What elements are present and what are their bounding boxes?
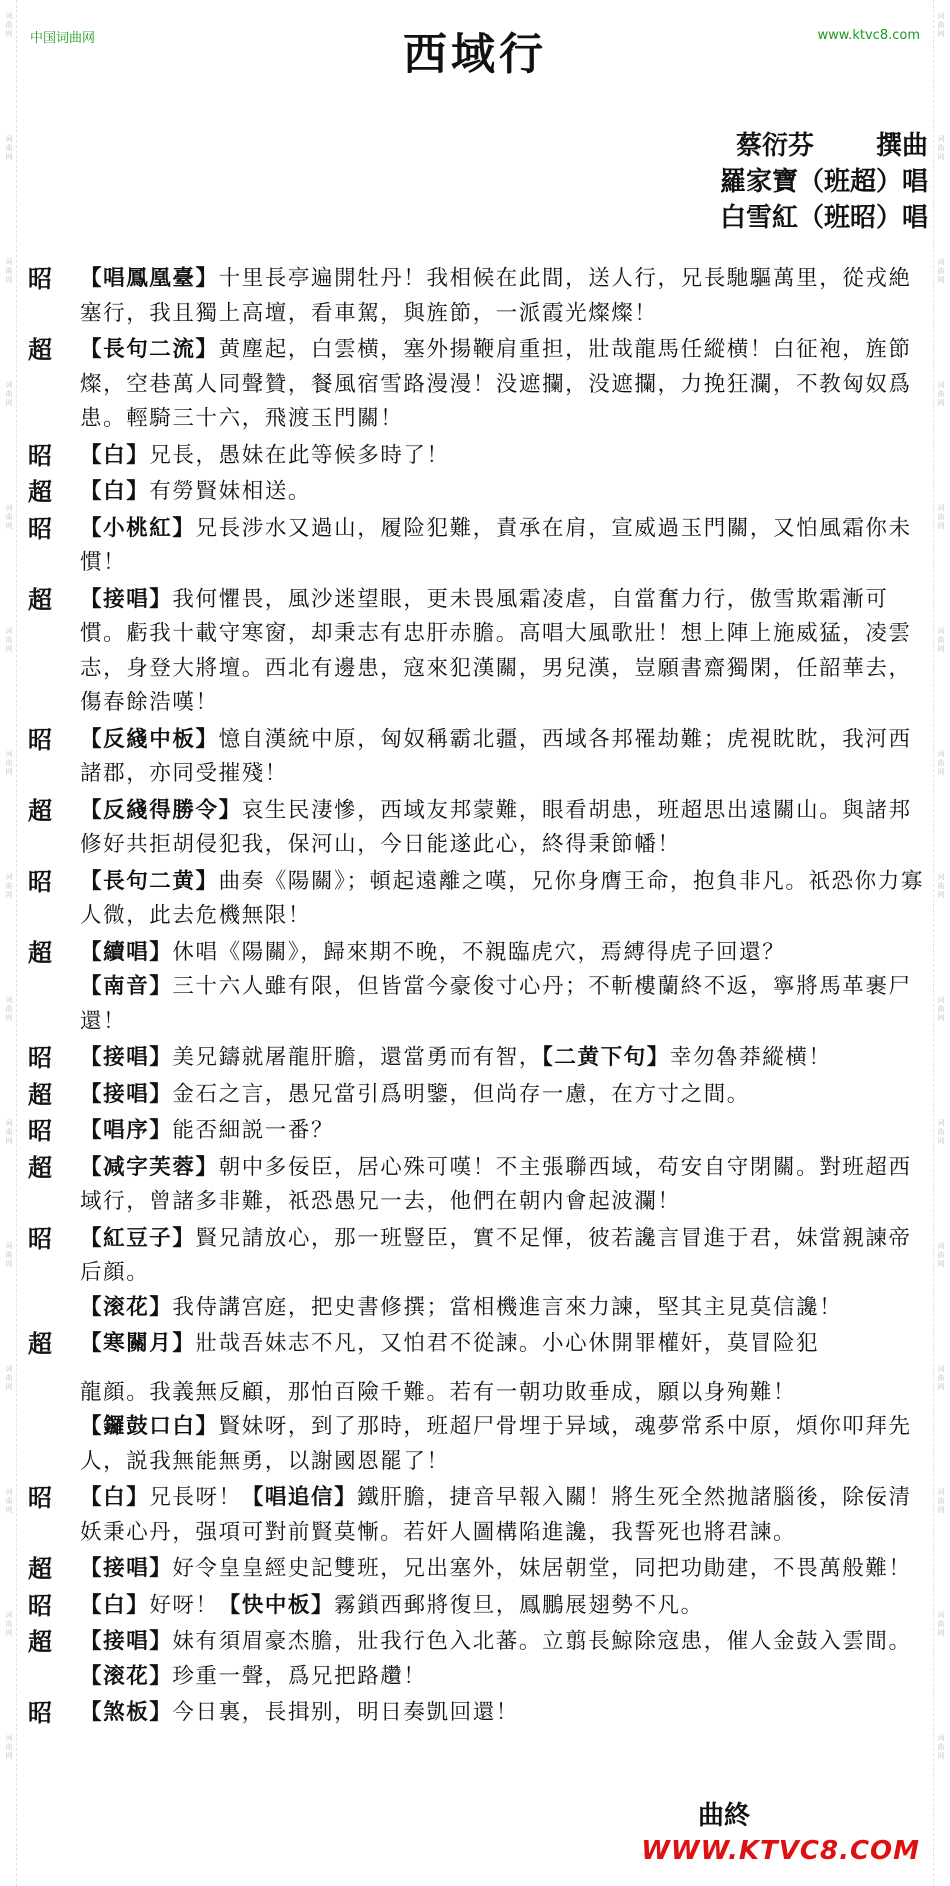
singer-credit-1 bbox=[720, 164, 928, 200]
speaker-label: 超 bbox=[28, 1079, 52, 1109]
side-watermark-text: 词曲网 bbox=[5, 1365, 13, 1391]
lyric-words: 賢妹呀，到了那時，班超尸骨埋于异域，魂夢常系中原，煩你叩拜先人，説我無能無勇，以謝國恩罷了！ bbox=[80, 1414, 912, 1474]
lyric-entry bbox=[28, 1481, 928, 1550]
tune-tag: 【滚花】 bbox=[80, 1294, 173, 1320]
tune-tag: 【鑼鼓口白】 bbox=[80, 1414, 219, 1439]
site-name-left: 中国词曲网 bbox=[30, 31, 96, 46]
speaker-label: 昭 bbox=[28, 1043, 52, 1072]
lyric-words: 兄長涉水又過山，履险犯難，責承在肩，宣威過玉門關，又怕風霜你未慣！ bbox=[80, 515, 912, 575]
lyric-entry bbox=[28, 1625, 928, 1694]
lyric-words: 鐵肝膽，捷音早報入關！將生死全然拋諸腦後，除佞清妖秉心丹，强項可對前賢莫慚。若奸人圖構陷進讒，我誓死也將君諫。 bbox=[80, 1485, 912, 1545]
tune-tag: 【反綫得勝令】 bbox=[80, 797, 242, 823]
tune-tag: 【二黄下句】 bbox=[542, 1045, 670, 1070]
lyric-words: 兄長呀！ bbox=[149, 1485, 242, 1510]
singer-credit-2 bbox=[720, 200, 928, 236]
lyric-entry bbox=[28, 512, 928, 581]
page-title: 西域行 bbox=[403, 29, 547, 80]
speaker-label: 昭 bbox=[28, 724, 52, 754]
side-watermark-text: 词曲网 bbox=[5, 1734, 13, 1760]
lyric-words: 我何懼畏，風沙迷望眼，更未畏風霜凌虐，自當奮力行，傲雪欺霜漸可慣。虧我十載守寒窗，却秉志有忠肝赤膽。高唱大風歌壯！想上陣上施威猛，凌雲志，身登大將壇。西北有邊患，寇來犯漢關，男兒漢，豈願書齋獨閑，任韶華去，傷春餘浩嘆！ bbox=[80, 586, 912, 715]
speaker-label: 昭 bbox=[28, 1116, 52, 1145]
lyric-text bbox=[80, 794, 928, 863]
lyric-words: 休唱《陽關》，歸來期不晚，不親臨虎穴，焉縛得虎子回還？ bbox=[172, 939, 786, 965]
side-watermark-text: 词曲网 bbox=[5, 873, 13, 899]
lyric-entry bbox=[28, 723, 928, 792]
tune-tag: 【白】 bbox=[80, 442, 150, 468]
speaker-label: 超 bbox=[28, 477, 52, 506]
side-watermark-text: 词曲网 bbox=[937, 1611, 945, 1637]
tune-tag: 【唱鳳凰臺】 bbox=[80, 266, 219, 291]
lyric-entry bbox=[28, 1696, 928, 1731]
speaker-label: 超 bbox=[28, 937, 52, 967]
lyric-words: 黄塵起，白雲横，塞外揚鞭肩重担，壯哉龍馬任縱横！白征袍，旌節燦，空巷萬人同聲贊，餐風宿雪路漫漫！没遮攔，没遮攔，力挽狂瀾，不教匈奴爲患。輕騎三十六，飛渡玉門關！ bbox=[80, 337, 912, 431]
speaker-label: 昭 bbox=[28, 513, 52, 543]
speaker-label: 超 bbox=[28, 1329, 52, 1358]
lyric-words: 曲奏《陽關》；頓起遠離之嘆，兄你身膺王命，抱負非凡。祇恐你力寡人微，此去危機無限！ bbox=[80, 868, 924, 928]
side-watermark-text: 词曲网 bbox=[5, 12, 13, 38]
tune-tag: 【紅豆子】 bbox=[80, 1225, 196, 1251]
lyric-text bbox=[80, 865, 928, 934]
side-watermark-text: 词曲网 bbox=[937, 135, 945, 161]
side-watermark-text: 词曲网 bbox=[937, 12, 945, 38]
lyric-words: 有勞賢妹相送。 bbox=[149, 479, 312, 504]
lyric-entry bbox=[28, 583, 928, 721]
lyric-words: 賢兄請放心，那一班豎臣，實不足惲，彼若讒言冒進于君，妹當親諫帝后顔。 bbox=[80, 1225, 912, 1285]
lyric-entry bbox=[28, 1041, 928, 1076]
side-watermark-text: 词曲网 bbox=[5, 381, 13, 407]
lyric-words: 珍重一聲，爲兄把路趲！ bbox=[172, 1663, 427, 1689]
side-watermark-text: 词曲网 bbox=[5, 1488, 13, 1514]
speaker-label: 昭 bbox=[28, 1223, 52, 1253]
credits-block bbox=[720, 128, 928, 236]
speaker-label: 超 bbox=[28, 335, 52, 364]
speaker-label: 超 bbox=[28, 1627, 52, 1656]
side-watermark-text: 词曲网 bbox=[5, 258, 13, 284]
tune-tag: 【接唱】 bbox=[80, 586, 173, 612]
tune-tag: 【長句二黄】 bbox=[80, 868, 219, 894]
lyric-text bbox=[80, 1481, 928, 1550]
lyric-text bbox=[80, 1327, 928, 1479]
speaker-label: 昭 bbox=[28, 1698, 52, 1727]
lyric-words: 壯哉吾妹志不凡，又怕君不從諫。小心休開罪權奸，莫冒险犯 bbox=[195, 1331, 820, 1356]
site-url-right: www.ktvc8.com bbox=[817, 28, 920, 43]
lyric-text bbox=[80, 512, 928, 581]
lyric-words: 霧鎖西郵將復旦，鳳鵬展翅勢不凡。 bbox=[334, 1592, 704, 1618]
singer-1: 羅家寶（班超）唱 bbox=[719, 167, 928, 197]
lyric-text bbox=[80, 1696, 928, 1731]
singer-2: 白雪紅（班昭）唱 bbox=[719, 203, 928, 233]
composer-credit bbox=[720, 128, 928, 164]
lyric-text bbox=[80, 583, 928, 721]
lyric-text bbox=[80, 723, 928, 792]
tune-tag: 【唱追信】 bbox=[241, 1485, 358, 1510]
side-watermark-text: 词曲网 bbox=[5, 1119, 13, 1145]
lyric-text bbox=[80, 1625, 928, 1694]
lyric-text bbox=[80, 475, 928, 510]
side-watermark-text: 词曲网 bbox=[937, 1734, 945, 1760]
lyric-words: 龍顔。我義無反顧，那怕百險千難。若有一朝功敗垂成，願以身殉難！ bbox=[80, 1379, 797, 1405]
lyric-text bbox=[80, 936, 928, 1040]
lyric-words: 兄長，愚妹在此等候多時了！ bbox=[149, 442, 450, 468]
tune-tag: 【快中板】 bbox=[218, 1592, 335, 1618]
lyric-text bbox=[80, 333, 928, 437]
speaker-label: 昭 bbox=[28, 866, 52, 896]
lyric-words: 妹有須眉豪杰膽，壯我行色入北蕃。立翦長鯨除寇患，催人金鼓入雲間。 bbox=[172, 1629, 912, 1654]
side-watermark-text: 词曲网 bbox=[937, 873, 945, 899]
tune-tag: 【續唱】 bbox=[80, 939, 173, 965]
lyric-entry bbox=[28, 1222, 928, 1326]
lyric-words: 我侍講宫庭，把史書修撰；當相機進言來力諫，堅其主見莫信讒！ bbox=[172, 1294, 843, 1320]
lyric-entry bbox=[28, 1589, 928, 1624]
side-watermark-text: 词曲网 bbox=[5, 996, 13, 1022]
lyric-entry bbox=[28, 1552, 928, 1587]
lyric-text bbox=[80, 1041, 928, 1076]
lyric-words: 好令皇皇經史記雙班，兄出塞外，妹居朝堂，同把功勛建，不畏萬般難！ bbox=[172, 1556, 912, 1581]
composer-name: 蔡衍芬 bbox=[735, 131, 814, 161]
lyric-words: 幸勿魯莽縱横！ bbox=[669, 1045, 832, 1070]
lyric-words: 好呀！ bbox=[149, 1592, 219, 1618]
lyric-entry bbox=[28, 1114, 928, 1149]
lyric-text bbox=[80, 1552, 928, 1587]
speaker-label: 超 bbox=[28, 795, 52, 825]
side-watermark-text: 词曲网 bbox=[937, 996, 945, 1022]
side-watermark-text: 词曲网 bbox=[937, 1242, 945, 1268]
side-watermark-text: 词曲网 bbox=[937, 258, 945, 284]
side-watermark-text: 词曲网 bbox=[5, 627, 13, 653]
lyric-words: 今日裏，長揖别，明日奏凱回還！ bbox=[172, 1700, 519, 1725]
side-watermark-text: 词曲网 bbox=[5, 750, 13, 776]
lyric-words: 能否細説一番？ bbox=[172, 1118, 335, 1143]
tune-tag: 【煞板】 bbox=[80, 1700, 173, 1725]
tune-tag: 【滚花】 bbox=[80, 1663, 173, 1689]
side-watermark-text: 词曲网 bbox=[5, 135, 13, 161]
tune-tag: 【接唱】 bbox=[80, 1556, 173, 1581]
speaker-label: 超 bbox=[28, 1554, 52, 1583]
side-watermark-text: 词曲网 bbox=[5, 1611, 13, 1637]
tune-tag: 【小桃紅】 bbox=[80, 515, 196, 541]
end-mark: 曲終 bbox=[698, 1801, 751, 1831]
side-watermark-text: 词曲网 bbox=[937, 750, 945, 776]
side-watermark-text: 词曲网 bbox=[5, 504, 13, 530]
speaker-label: 昭 bbox=[28, 440, 52, 470]
tune-tag: 【接唱】 bbox=[80, 1081, 173, 1107]
lyric-entry bbox=[28, 936, 928, 1040]
speaker-label: 超 bbox=[28, 1152, 52, 1182]
lyric-entry bbox=[28, 262, 928, 331]
side-watermark-text: 词曲网 bbox=[937, 1119, 945, 1145]
tune-tag: 【唱序】 bbox=[80, 1118, 173, 1143]
lyric-entry bbox=[28, 794, 928, 863]
watermark-url: WWW.KTVC8.COM bbox=[641, 1836, 920, 1866]
lyric-words: 哀生民淒慘，西域友邦蒙難，眼看胡患，班超思出遠關山。與諸邦修好共拒胡侵犯我，保河山，今日能遂此心，終得秉節幡！ bbox=[80, 797, 912, 857]
lyric-words: 憶自漢統中原，匈奴稱霸北疆，西域各邦罹劫難；虎視眈眈，我河西諸郡，亦同受摧殘！ bbox=[80, 726, 912, 786]
tune-tag: 【寒關月】 bbox=[80, 1331, 196, 1356]
lyric-words: 美兄鑄就屠龍肝膽，還當勇而有智， bbox=[172, 1045, 543, 1070]
left-watermark-strip bbox=[2, 0, 17, 1886]
lyric-words: 朝中多佞臣，居心殊可嘆！不主張聯西域，苟安自守閉關。對班超西域行，曾諸多非難，祇恐愚兄一去，他們在朝内會起波瀾！ bbox=[80, 1154, 912, 1214]
lyric-text bbox=[80, 1078, 928, 1113]
speaker-label: 昭 bbox=[28, 264, 52, 293]
lyric-words: 三十六人雖有限，但皆當今豪俊寸心丹；不斬樓蘭終不返，寧將馬革裹尸還！ bbox=[80, 974, 912, 1034]
lyric-text bbox=[80, 1589, 928, 1624]
lyric-text bbox=[80, 1114, 928, 1149]
lyric-words: 金石之言，愚兄當引爲明鑒，但尚存一慮，在方寸之間。 bbox=[172, 1081, 750, 1107]
side-watermark-text: 词曲网 bbox=[937, 627, 945, 653]
tune-tag: 【南音】 bbox=[80, 974, 173, 999]
speaker-label: 超 bbox=[28, 584, 52, 614]
tune-tag: 【白】 bbox=[80, 479, 150, 504]
speaker-label: 昭 bbox=[28, 1590, 52, 1620]
tune-tag: 【反綫中板】 bbox=[80, 726, 219, 752]
tune-tag: 【長句二流】 bbox=[80, 337, 219, 362]
tune-tag: 【减字芙蓉】 bbox=[80, 1154, 219, 1180]
tune-tag: 【白】 bbox=[80, 1592, 150, 1618]
right-watermark-strip bbox=[933, 0, 948, 1886]
lyric-entry bbox=[28, 865, 928, 934]
side-watermark-text: 词曲网 bbox=[5, 1242, 13, 1268]
composer-role: 撰曲 bbox=[875, 131, 928, 161]
side-watermark-text: 词曲网 bbox=[937, 504, 945, 530]
lyrics-body bbox=[28, 262, 928, 1733]
lyric-entry bbox=[28, 1327, 928, 1479]
side-watermark-text: 词曲网 bbox=[937, 1365, 945, 1391]
lyric-entry bbox=[28, 333, 928, 437]
tune-tag: 【白】 bbox=[80, 1485, 150, 1510]
lyric-entry bbox=[28, 1078, 928, 1113]
lyric-entry bbox=[28, 475, 928, 510]
lyric-text bbox=[80, 1151, 928, 1220]
side-watermark-text: 词曲网 bbox=[937, 1488, 945, 1514]
speaker-label: 昭 bbox=[28, 1483, 52, 1512]
lyric-text bbox=[80, 262, 928, 331]
lyric-text bbox=[80, 439, 928, 474]
lyric-entry bbox=[28, 439, 928, 474]
lyric-text bbox=[80, 1222, 928, 1326]
tune-tag: 【接唱】 bbox=[80, 1629, 173, 1654]
tune-tag: 【接唱】 bbox=[80, 1045, 173, 1070]
lyric-entry bbox=[28, 1151, 928, 1220]
side-watermark-text: 词曲网 bbox=[937, 381, 945, 407]
lyric-words: 十里長亭遍開牡丹！我相候在此間，送人行，兄長馳驅萬里，從戎絶塞行，我且獨上高壇，看車駕，與旌節，一派霞光燦燦！ bbox=[80, 266, 912, 326]
